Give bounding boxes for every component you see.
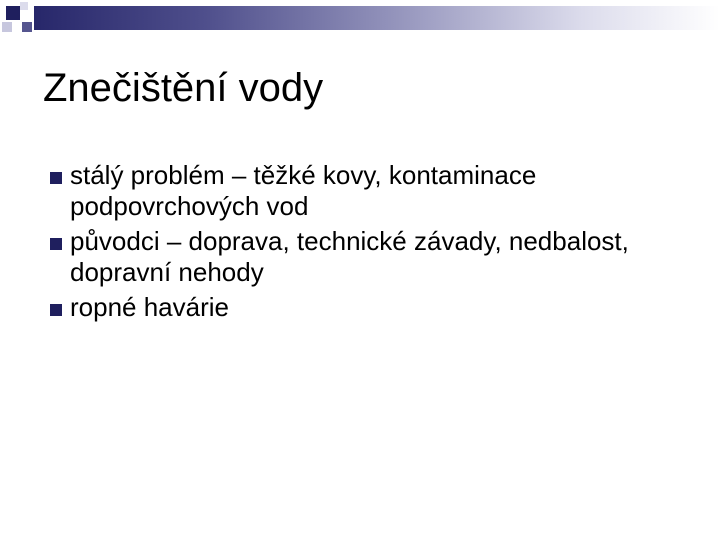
header-gradient-bar [34, 6, 720, 30]
bullet-text: stálý problém – těžké kovy, kontaminace podpovrchových vod [70, 160, 537, 221]
bullet-item [50, 160, 710, 222]
bullet-list [50, 160, 710, 327]
square-bullet-icon [50, 238, 62, 250]
bullet-item [50, 226, 710, 288]
decor-square-mid [22, 22, 32, 32]
bullet-text: původci – doprava, technické závady, nedbalost, dopravní nehody [70, 226, 629, 287]
square-bullet-icon [50, 304, 62, 316]
bullet-item [50, 292, 710, 323]
slide-title: Znečištění vody [43, 66, 324, 110]
decor-square-dark [6, 6, 20, 20]
decor-square-light-small [20, 2, 28, 10]
header-decoration [0, 0, 720, 40]
bullet-text: ropné havárie [70, 292, 229, 322]
square-bullet-icon [50, 172, 62, 184]
decor-square-light [2, 22, 12, 32]
